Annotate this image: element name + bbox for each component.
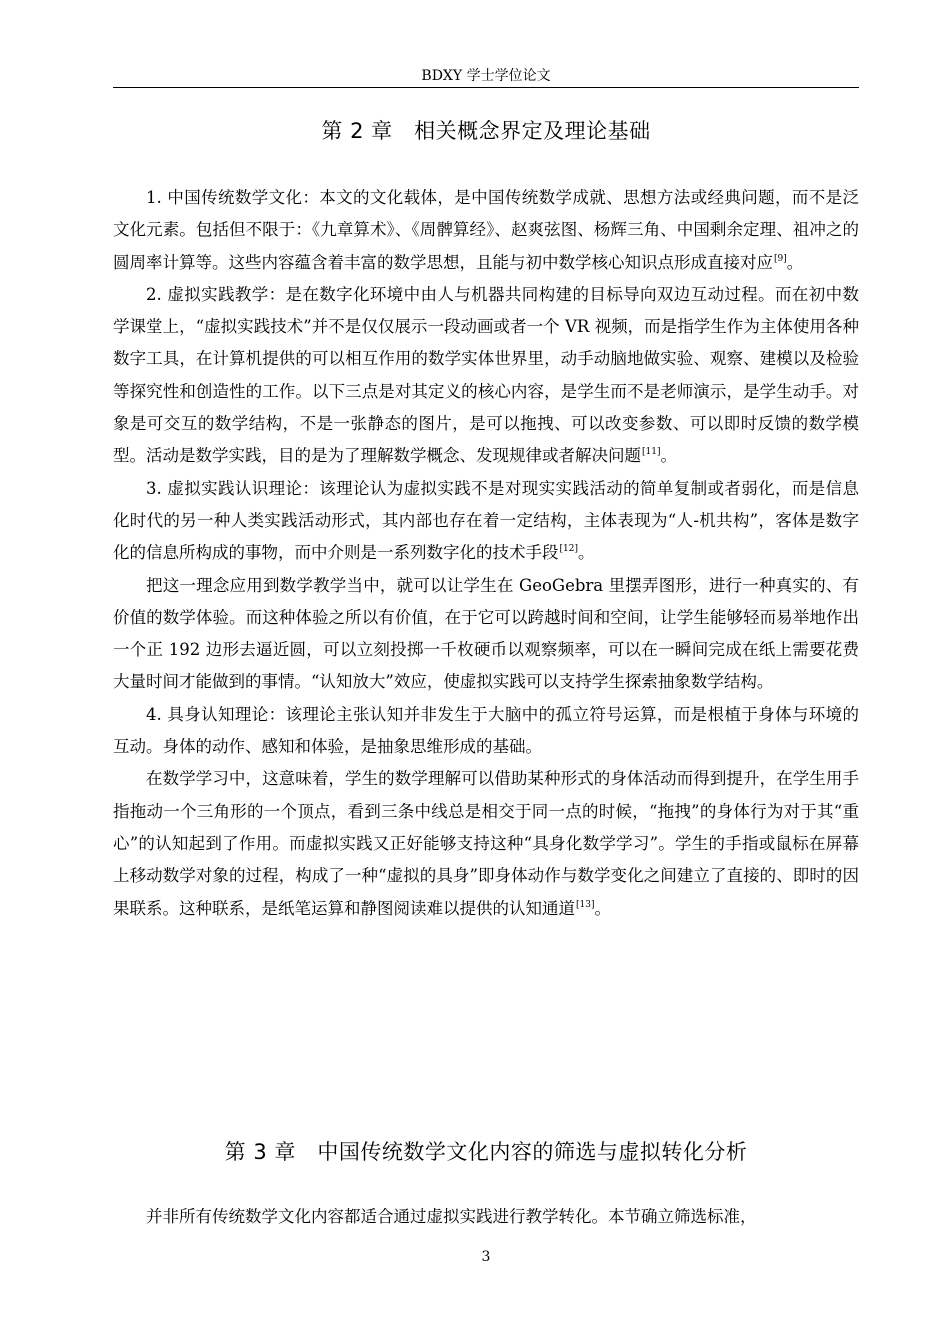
- header-rule: [113, 87, 859, 88]
- running-header: BDXY 学士学位论文: [421, 68, 551, 84]
- citation-ref: [12]: [559, 544, 578, 555]
- page-number: 3: [481, 1249, 491, 1265]
- citation-ref: [13]: [576, 899, 595, 910]
- chapter-2-body: [113, 182, 859, 925]
- chapter-2-heading: 第 2 章 相关概念界定及理论基础: [321, 119, 651, 143]
- paragraph-embodied-cognition: 4. 具身认知理论：该理论主张认知并非发生于大脑中的孤立符号运算，而是根植于身体与环境的互动。身体的动作、感知和体验，是抽象思维形成的基础。: [113, 704, 859, 757]
- paragraph-embodied-math-learning: 在数学学习中，这意味着，学生的数学理解可以借助某种形式的身体活动而得到提升，在学生用手指拖动一个三角形的一个顶点，看到三条中线总是相交于同一点的时候，“拖拽”的身体行为对于其“重心”的认知起到了作用。而虚拟实践又正好能够支持这种“具身化数学学习”。学生的手指或鼠标在屏幕上移动数学对象的过程，构成了一种“虚拟的具身”即身体动作与数学变化之间建立了直接的、即时的因果联系。这种联系，是纸笔运算和静图阅读难以提供的认知通道[13]。: [113, 769, 859, 918]
- paragraph-virtual-practice-teaching: 2. 虚拟实践教学：是在数字化环境中由人与机器共同构建的目标导向双边互动过程。而在初中数学课堂上，“虚拟实践技术”并不是仅仅展示一段动画或者一个 VR 视频，而是指学生作为主体使用各种数字工具，在计算机提供的可以相互作用的数学实体世界里，动手动脑地做实验、观察、建模以及检验等探究性和创造性的工作。以下三点是对其定义的核心内容，是学生而不是老师演示，是学生动手。对象是可交互的数学结构，不是一张静态的图片，是可以拖拽、可以改变参数、可以即时反馈的数学模型。活动是数学实践，目的是为了理解数学概念、发现规律或者解决问题[11]。: [113, 284, 859, 466]
- citation-ref: [9]: [774, 253, 787, 264]
- chapter-3-body: [113, 1201, 859, 1233]
- paragraph-cultural-carrier: 1. 中国传统数学文化：本文的文化载体，是中国传统数学成就、思想方法或经典问题，而不是泛文化元素。包括但不限于：《九章算术》、《周髀算经》、赵爽弦图、杨辉三角、中国剩余定理、祖冲之的圆周率计算等。这些内容蕴含着丰富的数学思想，且能与初中数学核心知识点形成直接对应[9]。: [113, 188, 859, 272]
- paragraph-virtual-practice-theory: 3. 虚拟实践认识理论：该理论认为虚拟实践不是对现实实践活动的简单复制或者弱化，而是信息化时代的另一种人类实践活动形式，其内部也存在着一定结构，主体表现为“人-机共构”，客体是数字化的信息所构成的事物，而中介则是一系列数字化的技术手段[12]。: [113, 478, 859, 563]
- citation-ref: [11]: [642, 447, 661, 458]
- paragraph-geogebra-application: 把这一理念应用到数学教学当中，就可以让学生在 GeoGebra 里摆弄图形，进行一种真实的、有价值的数学体验。而这种体验之所以有价值，在于它可以跨越时间和空间，让学生能够轻而易举地作出一个正 192 边形去逼近圆，可以立刻投掷一千枚硬币以观察频率，可以在一瞬间完成在纸上需要花费大量时间才能做到的事情。“认知放大”效应，使虚拟实践可以支持学生探索抽象数学结构。: [113, 575, 859, 692]
- chapter-3-intro: 并非所有传统数学文化内容都适合通过虚拟实践进行教学转化。本节确立筛选标准，: [146, 1207, 757, 1226]
- chapter-3-heading: 第 3 章 中国传统数学文化内容的筛选与虚拟转化分析: [224, 1140, 748, 1164]
